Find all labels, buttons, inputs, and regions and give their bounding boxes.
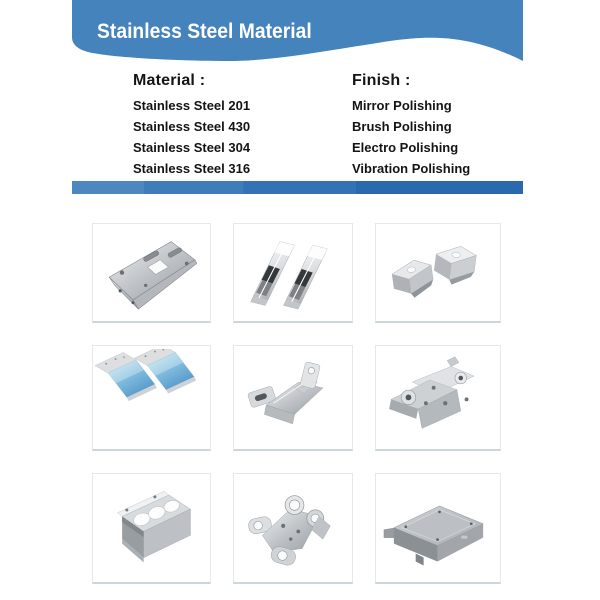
u-channel-cutout-housing-photo xyxy=(95,477,207,579)
finish-item: Mirror Polishing xyxy=(352,98,452,113)
gradient-divider-bar xyxy=(72,181,523,194)
multi-flange-bracket-photo xyxy=(378,349,497,446)
material-heading: Material : xyxy=(133,72,206,89)
finish-item: Brush Polishing xyxy=(352,119,452,134)
flat-enclosure-box-photo xyxy=(378,477,497,579)
product-card xyxy=(375,473,501,584)
y-shaped-bracket-photo xyxy=(236,349,349,446)
finish-item: Vibration Polishing xyxy=(352,161,471,176)
product-card xyxy=(92,223,211,323)
material-item: Stainless Steel 316 xyxy=(133,161,251,176)
blue-film-angle-brackets-photo xyxy=(95,349,207,446)
material-item: Stainless Steel 430 xyxy=(133,119,251,134)
material-item: Stainless Steel 304 xyxy=(133,140,251,155)
material-list xyxy=(133,95,250,179)
spring-clip-clamps-photo xyxy=(378,227,497,318)
chrome-groove-strips-photo xyxy=(236,227,349,318)
page-title: Stainless Steel Material xyxy=(97,20,312,43)
finish-item: Electro Polishing xyxy=(352,140,459,155)
product-card xyxy=(233,223,353,323)
product-card xyxy=(375,345,501,451)
product-card xyxy=(92,473,211,584)
product-card xyxy=(92,345,211,451)
material-item: Stainless Steel 201 xyxy=(133,98,251,113)
product-card xyxy=(233,345,353,451)
product-gallery xyxy=(92,223,501,584)
product-card xyxy=(375,223,501,323)
z-bracket-plate-photo xyxy=(95,227,207,318)
product-card xyxy=(233,473,353,584)
round-flange-bracket-photo xyxy=(236,477,349,579)
finish-list xyxy=(352,95,470,179)
finish-heading: Finish : xyxy=(352,72,411,89)
